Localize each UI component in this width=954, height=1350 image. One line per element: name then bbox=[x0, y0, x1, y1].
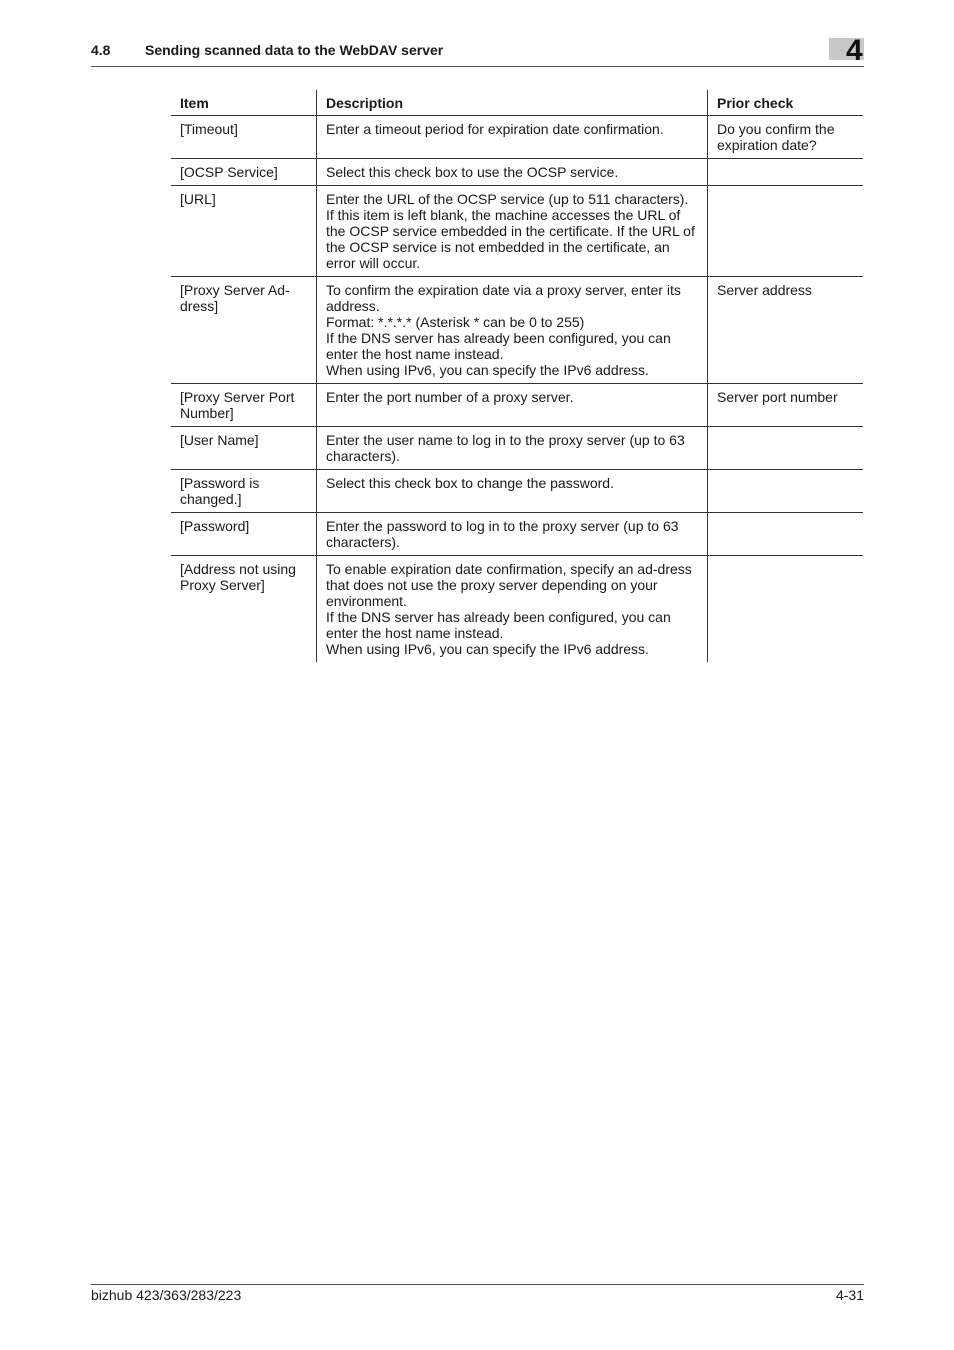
row-prior-check bbox=[708, 427, 864, 470]
row-prior-check: Server port number bbox=[708, 384, 864, 427]
row-prior-check bbox=[708, 513, 864, 556]
row-prior-check: Server address bbox=[708, 277, 864, 384]
table-row bbox=[171, 277, 863, 384]
table-row bbox=[171, 159, 863, 186]
column-header-item: Item bbox=[171, 90, 317, 116]
row-description: Select this check box to change the password. bbox=[317, 470, 708, 513]
table-row bbox=[171, 384, 863, 427]
column-header-description: Description bbox=[317, 90, 708, 116]
row-description: To confirm the expiration date via a proxy server, enter its address. Format: *.*.*.* (Asterisk * can be 0 to 255) If the DNS server has already been configured, you can enter the host name instead. When using IPv6, you can specify the IPv6 address. bbox=[317, 277, 708, 384]
row-description: To enable expiration date confirmation, specify an ad-dress that does not use the proxy server depending on your environment. If the DNS server has already been configured, you can enter the host name instead. When using IPv6, you can specify the IPv6 address. bbox=[317, 556, 708, 663]
column-header-prior-check: Prior check bbox=[708, 90, 864, 116]
row-description: Select this check box to use the OCSP service. bbox=[317, 159, 708, 186]
row-item: [Address not using Proxy Server] bbox=[180, 561, 296, 593]
row-description: Enter the password to log in to the proxy server (up to 63 characters). bbox=[317, 513, 708, 556]
settings-table bbox=[171, 90, 863, 662]
table-row bbox=[171, 470, 863, 513]
row-item: [Proxy Server Ad-dress] bbox=[171, 277, 317, 384]
table-header-row bbox=[171, 90, 863, 116]
row-description: Enter a timeout period for expiration date confirmation. bbox=[317, 116, 708, 159]
page-header bbox=[91, 34, 864, 67]
row-description: Enter the user name to log in to the proxy server (up to 63 characters). bbox=[317, 427, 708, 470]
footer-page-number: 4-31 bbox=[835, 1287, 864, 1303]
row-description: Enter the port number of a proxy server. bbox=[317, 384, 708, 427]
section-title: Sending scanned data to the WebDAV server bbox=[145, 42, 444, 58]
row-prior-check bbox=[708, 186, 864, 277]
section-number: 4.8 bbox=[91, 42, 111, 58]
row-item: [User Name] bbox=[171, 427, 317, 470]
row-prior-check bbox=[708, 159, 864, 186]
page-footer bbox=[91, 1284, 864, 1303]
row-item: [OCSP Service] bbox=[171, 159, 317, 186]
row-prior-check bbox=[708, 556, 864, 663]
row-item: [Password is changed.] bbox=[171, 470, 317, 513]
table-row bbox=[171, 556, 863, 663]
footer-model: bizhub 423/363/283/223 bbox=[91, 1287, 242, 1303]
row-description: Enter the URL of the OCSP service (up to 511 characters). If this item is left blank, the machine accesses the URL of the OCSP service embedded in the certificate. If the URL of the OCSP service is not embedded in the certificate, an error will occur. bbox=[317, 186, 708, 277]
table-row bbox=[171, 513, 863, 556]
table-row bbox=[171, 427, 863, 470]
table-row bbox=[171, 116, 863, 159]
row-item: [Timeout] bbox=[171, 116, 317, 159]
row-prior-check bbox=[708, 470, 864, 513]
row-item: [Password] bbox=[171, 513, 317, 556]
table-row bbox=[171, 186, 863, 277]
row-prior-check: Do you confirm the expiration date? bbox=[708, 116, 864, 159]
row-item: [URL] bbox=[171, 186, 317, 277]
chapter-number: 4 bbox=[846, 34, 863, 67]
row-item: [Proxy Server Port Number] bbox=[171, 384, 317, 427]
